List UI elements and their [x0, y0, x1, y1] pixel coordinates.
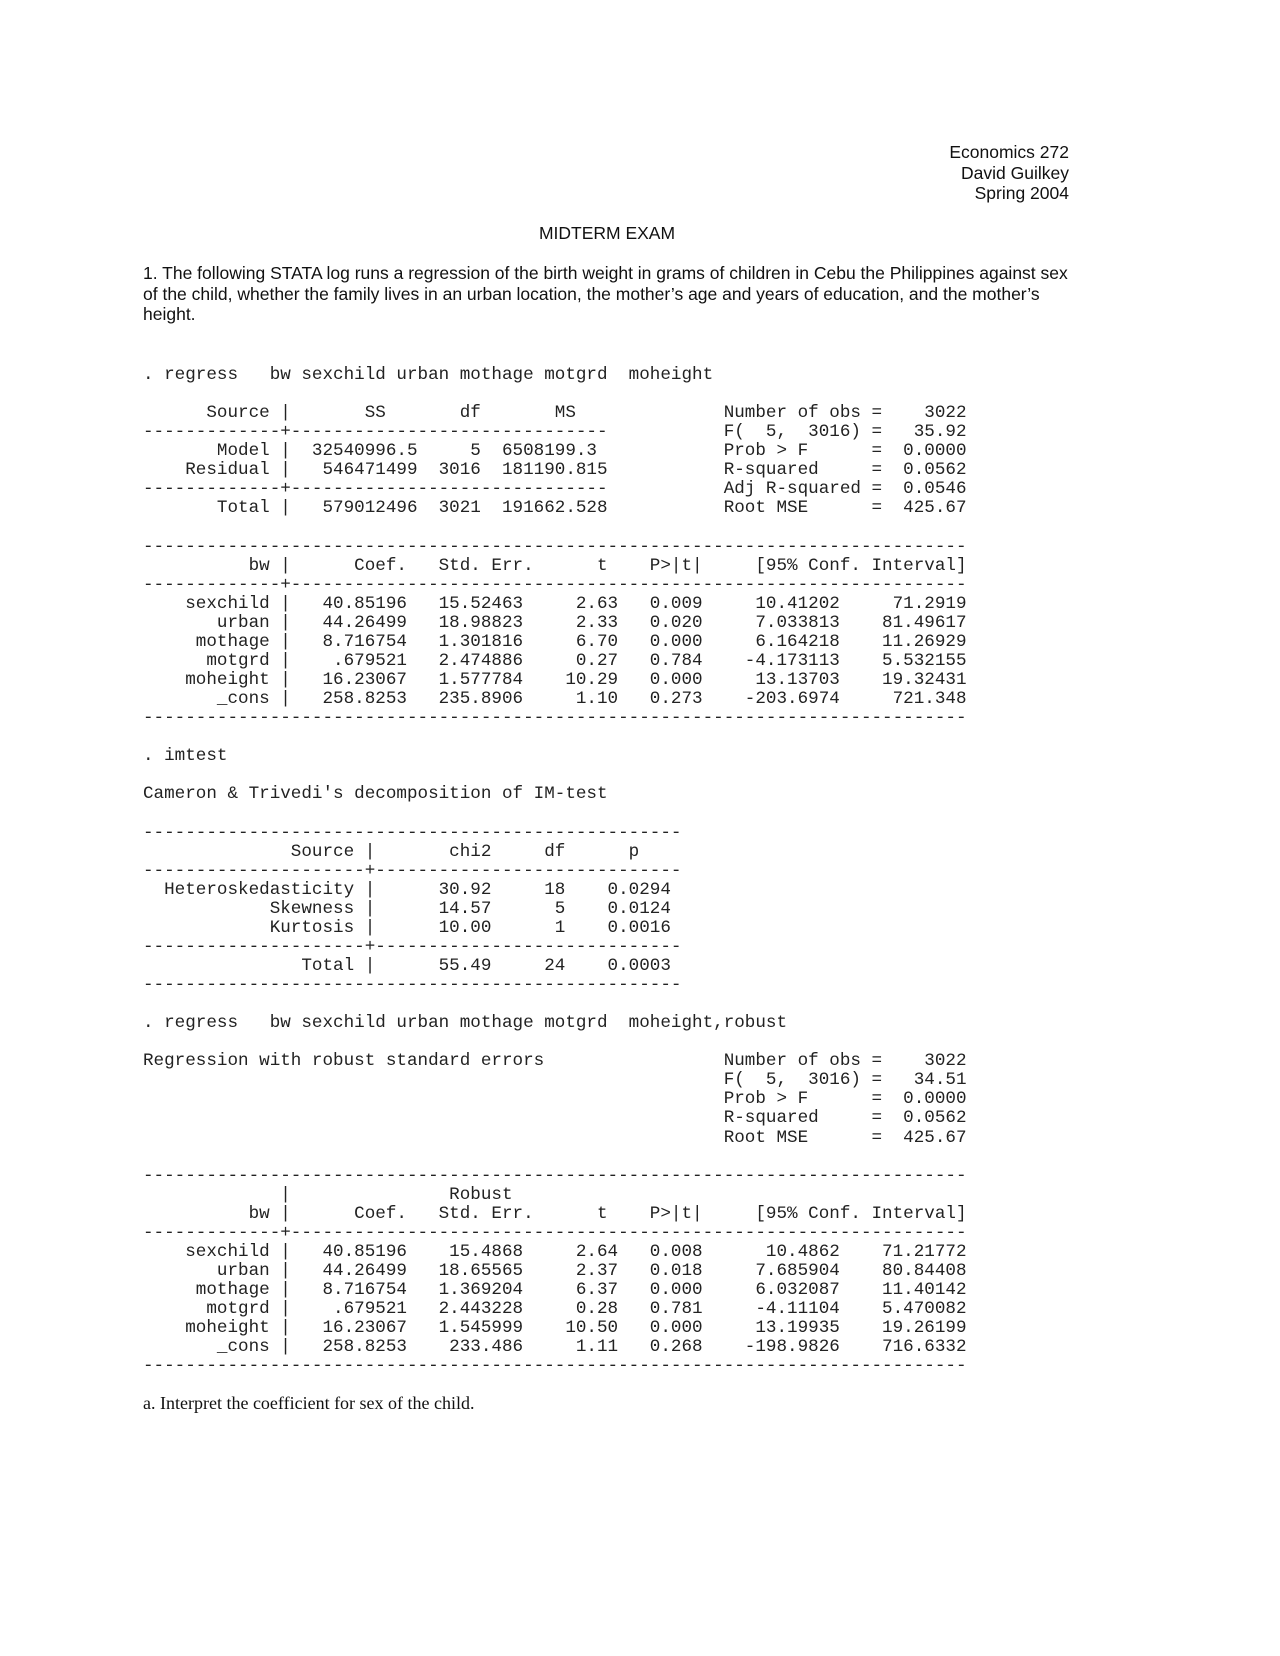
- log-line: ---------------------+-----------------------------: [143, 936, 682, 957]
- instructor-name: David Guilkey: [961, 162, 1069, 183]
- log-line: mothage | 8.716754 1.301816 6.70 0.000 6.164218 11.26929: [143, 631, 967, 652]
- log-line: Source | SS df MS Number of obs = 3022: [143, 403, 967, 424]
- log-line: Total | 55.49 24 0.0003: [143, 955, 671, 976]
- log-line: Source | chi2 df p: [143, 841, 640, 862]
- log-line: . regress bw sexchild urban mothage motgrd moheight: [143, 365, 714, 385]
- log-line: motgrd | .679521 2.474886 0.27 0.784 -4.173113 5.532155: [143, 650, 967, 671]
- log-line: ---------------------+-----------------------------: [143, 860, 682, 881]
- log-line: R-squared = 0.0562: [143, 1108, 967, 1129]
- log-line: [143, 1033, 967, 1052]
- log-line: ---------------------------------------------------: [143, 822, 682, 843]
- log-line: ------------------------------------------------------------------------------: [143, 1165, 967, 1186]
- log-line: F( 5, 3016) = 34.51: [143, 1070, 967, 1091]
- log-line: bw | Coef. Std. Err. t P>|t| [95% Conf. Interval]: [143, 1203, 967, 1224]
- log-line: urban | 44.26499 18.65565 2.37 0.018 7.685904 80.84408: [143, 1260, 967, 1281]
- log-line: [143, 995, 967, 1014]
- log-line: Residual | 546471499 3016 181190.815 R-squared = 0.0562: [143, 460, 967, 481]
- log-line: Regression with robust standard errors Number of obs = 3022: [143, 1051, 967, 1072]
- log-line: Total | 579012496 3021 191662.528 Root MSE = 425.67: [143, 498, 967, 519]
- log-line: [143, 804, 967, 823]
- log-line: urban | 44.26499 18.98823 2.33 0.020 7.033813 81.49617: [143, 612, 967, 633]
- log-line: [143, 766, 967, 785]
- log-line: sexchild | 40.85196 15.4868 2.64 0.008 10.4862 71.21772: [143, 1241, 967, 1262]
- log-line: -------------+----------------------------------------------------------------: [143, 574, 967, 595]
- log-line: bw | Coef. Std. Err. t P>|t| [95% Conf. Interval]: [143, 555, 967, 576]
- log-line: ------------------------------------------------------------------------------: [143, 708, 967, 729]
- log-line: sexchild | 40.85196 15.52463 2.63 0.009 10.41202 71.2919: [143, 593, 967, 614]
- stata-log: [143, 366, 967, 1376]
- log-line: -------------+----------------------------------------------------------------: [143, 1222, 967, 1243]
- log-line: [143, 1148, 967, 1167]
- log-line: Model | 32540996.5 5 6508199.3 Prob > F = 0.0000: [143, 441, 967, 462]
- log-line: ------------------------------------------------------------------------------: [143, 536, 967, 557]
- log-line: Skewness | 14.57 5 0.0124: [143, 898, 671, 919]
- log-line: -------------+------------------------------ F( 5, 3016) = 35.92: [143, 422, 967, 443]
- log-line: _cons | 258.8253 235.8906 1.10 0.273 -203.6974 721.348: [143, 689, 967, 710]
- log-line: ---------------------------------------------------: [143, 975, 682, 995]
- course-header: [949, 142, 1069, 204]
- log-line: [143, 728, 967, 747]
- log-line: Root MSE = 425.67: [143, 1127, 967, 1148]
- log-line: Prob > F = 0.0000: [143, 1089, 967, 1110]
- exam-title: MIDTERM EXAM: [538, 223, 676, 243]
- log-line: moheight | 16.23067 1.577784 10.29 0.000 13.13703 19.32431: [143, 670, 967, 690]
- log-line: mothage | 8.716754 1.369204 6.37 0.000 6.032087 11.40142: [143, 1280, 967, 1300]
- log-line: motgrd | .679521 2.443228 0.28 0.781 -4.11104 5.470082: [143, 1299, 967, 1320]
- sub-question-a: a. Interpret the coefficient for sex of the child.: [143, 1393, 475, 1413]
- term: Spring 2004: [974, 183, 1069, 203]
- log-line: | Robust: [143, 1184, 513, 1205]
- log-line: . regress bw sexchild urban mothage motgrd moheight,robust: [143, 1013, 788, 1034]
- course-name: Economics 272: [949, 142, 1069, 162]
- log-line: -------------+------------------------------ Adj R-squared = 0.0546: [143, 479, 967, 500]
- log-line: [143, 519, 967, 538]
- log-line: moheight | 16.23067 1.545999 10.50 0.000 13.19935 19.26199: [143, 1318, 967, 1339]
- log-line: Cameron & Trivedi's decomposition of IM-test: [143, 784, 608, 805]
- log-line: [143, 385, 967, 404]
- question-1-text: 1. The following STATA log runs a regression of the birth weight in grams of children in Cebu the Philippines against sex of the child, whether the family lives in an urban location, the mother’s age and years of education, and the mother’s height.: [143, 263, 1068, 324]
- log-line: Heteroskedasticity | 30.92 18 0.0294: [143, 879, 671, 900]
- log-line: ------------------------------------------------------------------------------: [143, 1356, 967, 1377]
- log-line: Kurtosis | 10.00 1 0.0016: [143, 917, 671, 938]
- log-line: _cons | 258.8253 233.486 1.11 0.268 -198.9826 716.6332: [143, 1337, 967, 1358]
- log-line: . imtest: [143, 746, 228, 767]
